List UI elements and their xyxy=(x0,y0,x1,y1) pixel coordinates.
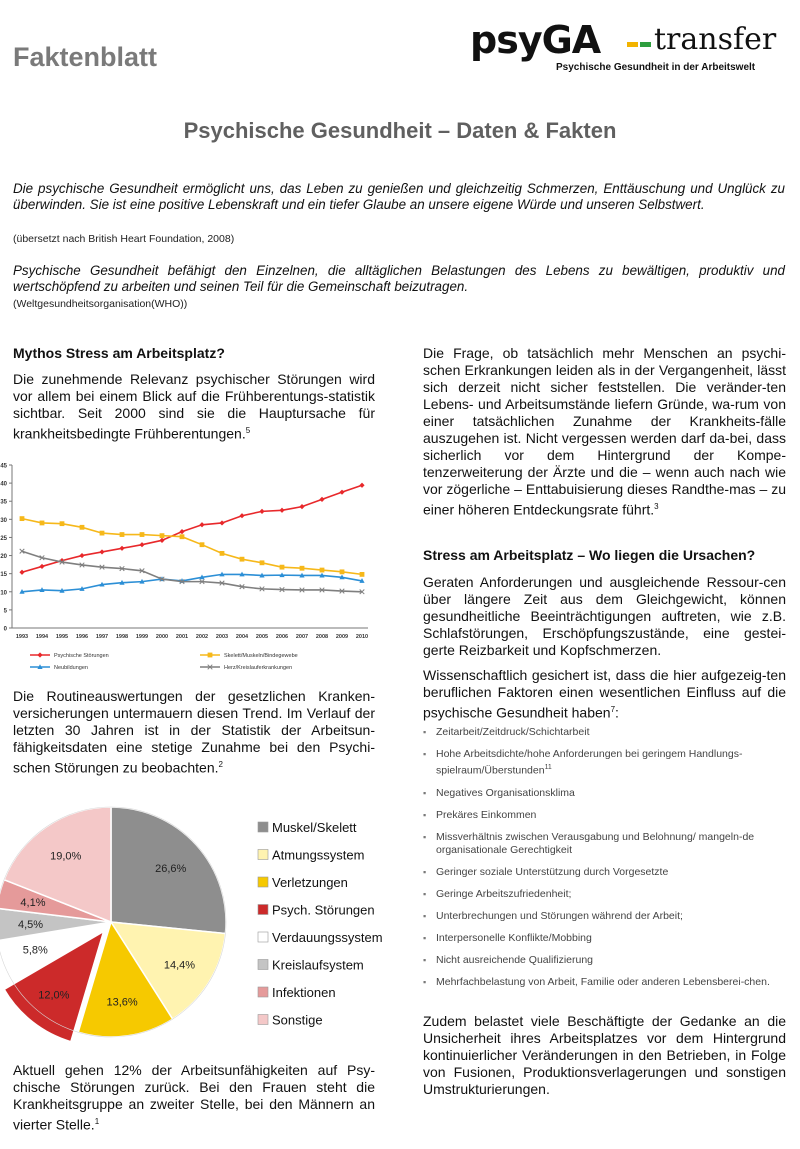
x-tick-label: 2004 xyxy=(235,634,249,640)
x-tick-label: 1996 xyxy=(75,634,89,640)
series-line xyxy=(22,519,362,575)
sick-leave-pie-chart xyxy=(0,800,410,1050)
data-point xyxy=(339,490,344,495)
legend-swatch xyxy=(258,960,268,970)
list-item: ▪ Nicht ausreichende Qualifizierung xyxy=(423,954,783,967)
data-point xyxy=(260,560,265,565)
right-paragraph-1 xyxy=(423,345,786,519)
legend-label: Atmungssystem xyxy=(272,847,365,863)
legend-swatch xyxy=(258,905,268,915)
page-title: Psychische Gesundheit – Daten & Fakten xyxy=(183,118,617,143)
y-tick-label: 25 xyxy=(0,535,7,542)
slice-label: 4,1% xyxy=(20,897,46,910)
list-item: ▪ Hohe Arbeitsdichte/hohe Anforderungen bei geringem Handlungs-spielraum/Überstunden$^{11}$ xyxy=(423,748,783,778)
legend-label: Verdauungssystem xyxy=(272,930,383,945)
logo-tagline: Psychische Gesundheit in der Arbeitswelt xyxy=(556,62,756,73)
y-tick-label: 30 xyxy=(0,517,7,524)
legend-item xyxy=(258,1013,323,1028)
list-item: ▪ Prekäres Einkommen xyxy=(423,809,783,822)
legend-label: Infektionen xyxy=(272,985,336,1000)
data-point xyxy=(240,557,245,562)
series-herz-kreislauferkrankungen xyxy=(20,549,365,594)
data-point xyxy=(119,546,124,551)
slice-label: 12,0% xyxy=(38,989,70,1002)
data-point xyxy=(100,531,105,536)
legend-label: Herz/Kreislauferkrankungen xyxy=(224,665,293,670)
x-tick-label: 2007 xyxy=(295,634,309,640)
data-point xyxy=(179,529,184,534)
footnote-ref: 2 xyxy=(218,760,223,769)
right-paragraph-3-end: : xyxy=(615,704,619,721)
logo-brand: psyGA xyxy=(470,18,601,62)
list-item: ▪ Negatives Organisationsklima xyxy=(423,787,783,800)
y-tick-label: 10 xyxy=(0,590,7,597)
legend-item xyxy=(30,664,88,670)
legend-item xyxy=(258,820,357,835)
data-point xyxy=(159,538,164,543)
x-tick-label: 2008 xyxy=(315,634,329,640)
slice-label: 19,0% xyxy=(50,850,82,863)
legend-item xyxy=(200,653,298,659)
right-paragraph-3-text: Wissenschaftlich gesichert ist, dass die hier aufgezeig-ten beruflichen Faktoren einen wesentlichen Einfluss auf die psychische Gesundheit haben xyxy=(423,667,786,721)
data-point xyxy=(320,568,325,573)
list-item: ▪ Mehrfachbelastung von Arbeit, Familie oder anderen Lebensberei-chen. xyxy=(423,976,783,989)
data-point xyxy=(300,566,305,571)
legend-label: Muskel/Skelett xyxy=(272,820,357,835)
data-point xyxy=(208,653,213,658)
left-paragraph-2-text: Die Routineauswertungen der gesetzlichen Kranken-versicherungen untermauern diesen Trend. Im Verlauf der letzten 30 Jahren ist in der Statistik der Arbeitsun-fähigkeitsdaten eine stetige Zunahme bei den Psychi-schen Störungen zu beobachten. xyxy=(13,688,375,776)
slice-label: 13,6% xyxy=(106,996,138,1009)
legend-item xyxy=(200,665,292,670)
intro-source-2: (Weltgesundheitsorganisation(WHO)) xyxy=(13,298,188,310)
footnote-ref: 11 xyxy=(544,764,552,771)
logo-accent-green xyxy=(640,42,651,47)
psyga-logo xyxy=(470,18,782,78)
legend-swatch xyxy=(258,987,268,997)
doc-type-label: Faktenblatt xyxy=(13,42,158,72)
y-tick-label: 40 xyxy=(0,481,7,488)
intro-quote-2: Psychische Gesundheit befähigt den Einzelnen, die alltäglichen Belastungen des Lebens zu bewältigen, produktiv und wertschöpfend zu arbeiten und seinen Teil für die Gemeinschaft beizutragen. xyxy=(13,263,785,294)
footnote-ref: 1 xyxy=(94,1117,100,1126)
data-point xyxy=(200,542,205,547)
stress-factor-list xyxy=(423,726,783,998)
data-point xyxy=(340,569,345,574)
x-tick-label: 2002 xyxy=(195,634,209,640)
left-paragraph-3 xyxy=(13,1062,375,1134)
data-point xyxy=(39,564,44,569)
data-point xyxy=(220,551,225,556)
y-tick-label: 20 xyxy=(0,554,7,561)
left-paragraph-1-text: Die zunehmende Relevanz psychischer Störungen wird vor allem bei einem Blick auf die Frühberentungs-statistik sichtbar. Seit 2000 sind sie die Hauptursache für krankheitsbedingte Frühberentungen. xyxy=(13,371,375,442)
legend-label: Skelett/Muskeln/Bindegewebe xyxy=(224,653,298,659)
legend-label: Psychische Störungen xyxy=(54,653,109,659)
intro-source-1: (übersetzt nach British Heart Foundation, 2008) xyxy=(13,233,235,245)
data-point xyxy=(199,522,204,527)
slice-label: 4,5% xyxy=(17,918,44,931)
x-tick-label: 1995 xyxy=(55,634,69,640)
legend-item xyxy=(258,875,348,890)
footnote-ref: 5 xyxy=(245,426,251,435)
right-paragraph-2: Geraten Anforderungen und ausgleichende Ressour-cen über längere Zeit aus dem Gleichgewicht, können gesundheitliche Beeinträchtigungen auftreten, wie z.B. Schlafstörungen, Erschöpfungszustände, eine gestei-gerte Reizbarkeit und Kopfschmerzen. xyxy=(423,574,786,658)
legend-label: Verletzungen xyxy=(272,875,348,890)
footnote-ref: 7 xyxy=(610,705,616,714)
x-tick-label: 1993 xyxy=(15,634,29,640)
logo-word: transfer xyxy=(654,22,777,57)
data-point xyxy=(60,521,65,526)
data-point xyxy=(359,483,364,488)
right-heading: Stress am Arbeitsplatz – Wo liegen die Ursachen? xyxy=(423,547,756,563)
legend-swatch xyxy=(258,1015,268,1025)
legend-item xyxy=(258,958,364,973)
data-point xyxy=(160,533,165,538)
x-tick-label: 1999 xyxy=(135,634,149,640)
x-tick-label: 2005 xyxy=(255,634,269,640)
legend-swatch xyxy=(258,877,268,887)
left-paragraph-1 xyxy=(13,371,375,443)
data-point xyxy=(80,525,85,530)
data-point xyxy=(40,521,45,526)
x-tick-label: 2010 xyxy=(355,634,369,640)
slice-label: 26,6% xyxy=(155,863,187,876)
data-point xyxy=(299,504,304,509)
x-tick-label: 1997 xyxy=(95,634,109,640)
y-tick-label: 15 xyxy=(0,572,7,579)
data-point xyxy=(120,532,125,537)
legend-label: Neubildungen xyxy=(54,665,88,670)
data-point xyxy=(180,534,185,539)
data-point xyxy=(319,497,324,502)
data-point xyxy=(259,509,264,514)
list-item: ▪ Geringer soziale Unterstützung durch Vorgesetzte xyxy=(423,866,783,879)
y-tick-label: 5 xyxy=(3,608,7,615)
list-item: ▪ Missverhältnis zwischen Verausgabung und Belohnung/ mangeln-de organisationale Gerechtigkeit xyxy=(423,831,783,857)
legend-item xyxy=(258,903,375,918)
x-tick-label: 2003 xyxy=(215,634,229,640)
data-point xyxy=(140,532,145,537)
left-paragraph-2 xyxy=(13,688,375,777)
slice-label: 14,4% xyxy=(163,959,196,972)
y-tick-label: 35 xyxy=(0,499,7,506)
data-point xyxy=(219,520,224,525)
legend-swatch xyxy=(258,932,268,942)
legend-label: Psych. Störungen xyxy=(272,902,375,918)
data-point xyxy=(360,572,365,577)
legend-swatch xyxy=(258,822,268,832)
slice-label: 5,8% xyxy=(22,944,48,957)
data-point xyxy=(20,516,25,521)
legend-item xyxy=(30,652,109,659)
legend-label: Sonstige xyxy=(272,1012,323,1028)
x-tick-label: 2009 xyxy=(335,634,349,640)
data-point xyxy=(139,542,144,547)
left-paragraph-3-text: Aktuell gehen 12% der Arbeitsunfähigkeiten auf Psy-chische Störungen zurück. Bei den Frauen steht die Krankheitsgruppe an zweiter Stelle, bei den Männern an vierter Stelle. xyxy=(13,1062,375,1133)
right-paragraph-1-text: Die Frage, ob tatsächlich mehr Menschen an psychi-schen Erkrankungen leiden als in der Vergangenheit, lässt sich derzeit nicht sicher feststellen. Die veränder-ten Lebens- und Arbeitsumstände liefern Gründe, wa-rum von einer tatsächlichen Zunahme der Krankheits-fälle auszugehen ist. Nicht vergessen werden darf da-bei, dass sicherlich vor dem Hintergrund der Kompe-tenzerweiterung der Ärzte und die – wenn auch nach wie vor zögerliche – Enttabuisierung dieses Randthe-mas – zu einer höheren Entdeckungsrate führt. xyxy=(423,345,786,518)
series-skelett-muskeln-bindegewebe xyxy=(20,516,365,577)
data-point xyxy=(279,508,284,513)
list-item: ▪ Interpersonelle Konflikte/Mobbing xyxy=(423,932,783,945)
data-point xyxy=(280,565,285,570)
x-tick-label: 2000 xyxy=(155,634,169,640)
legend-item xyxy=(258,985,336,1000)
y-tick-label: 45 xyxy=(0,463,7,470)
y-tick-label: 0 xyxy=(3,626,7,633)
x-tick-label: 1994 xyxy=(35,634,49,640)
left-heading: Mythos Stress am Arbeitsplatz? xyxy=(13,345,225,361)
early-retirement-line-chart xyxy=(0,455,380,670)
series-psychische-st-rungen xyxy=(19,483,364,575)
intro-quote-1: Die psychische Gesundheit ermöglicht uns, das Leben zu genießen und gleichzeitig Schmerzen, Enttäuschung und Unglück zu überwinden. Sie ist eine positive Lebenskraft und ein tiefer Glaube an unsere eigene Würde und unseren Selbstwert. xyxy=(13,181,785,212)
data-point xyxy=(99,549,104,554)
legend-item xyxy=(258,930,383,945)
x-tick-label: 1998 xyxy=(115,634,129,640)
logo-accent-yellow xyxy=(627,42,638,47)
series-line xyxy=(22,485,362,572)
legend-label: Kreislaufsystem xyxy=(272,957,364,973)
data-point xyxy=(19,570,24,575)
x-tick-label: 2001 xyxy=(175,634,189,640)
data-point xyxy=(79,553,84,558)
list-item: ▪ Unterbrechungen und Störungen während der Arbeit; xyxy=(423,910,783,923)
data-point xyxy=(239,513,244,518)
right-paragraph-4: Zudem belastet viele Beschäftigte der Gedanke an die Unsicherheit ihres Arbeitsplatzes vor dem Hintergrund kontinuierlicher Veränderungen in den Betrieben, in Folge von Fusionen, Produktionsverlagerungen und sonstigen Umstrukturierungen. xyxy=(423,1013,786,1097)
footnote-ref: 3 xyxy=(654,502,659,511)
data-point xyxy=(37,652,42,657)
right-paragraph-3 xyxy=(423,667,786,722)
list-item: ▪ Geringe Arbeitszufriedenheit; xyxy=(423,888,783,901)
list-item: ▪ Zeitarbeit/Zeitdruck/Schichtarbeit xyxy=(423,726,783,739)
x-tick-label: 2006 xyxy=(275,634,289,640)
legend-item xyxy=(258,848,364,863)
legend-swatch xyxy=(258,850,268,860)
